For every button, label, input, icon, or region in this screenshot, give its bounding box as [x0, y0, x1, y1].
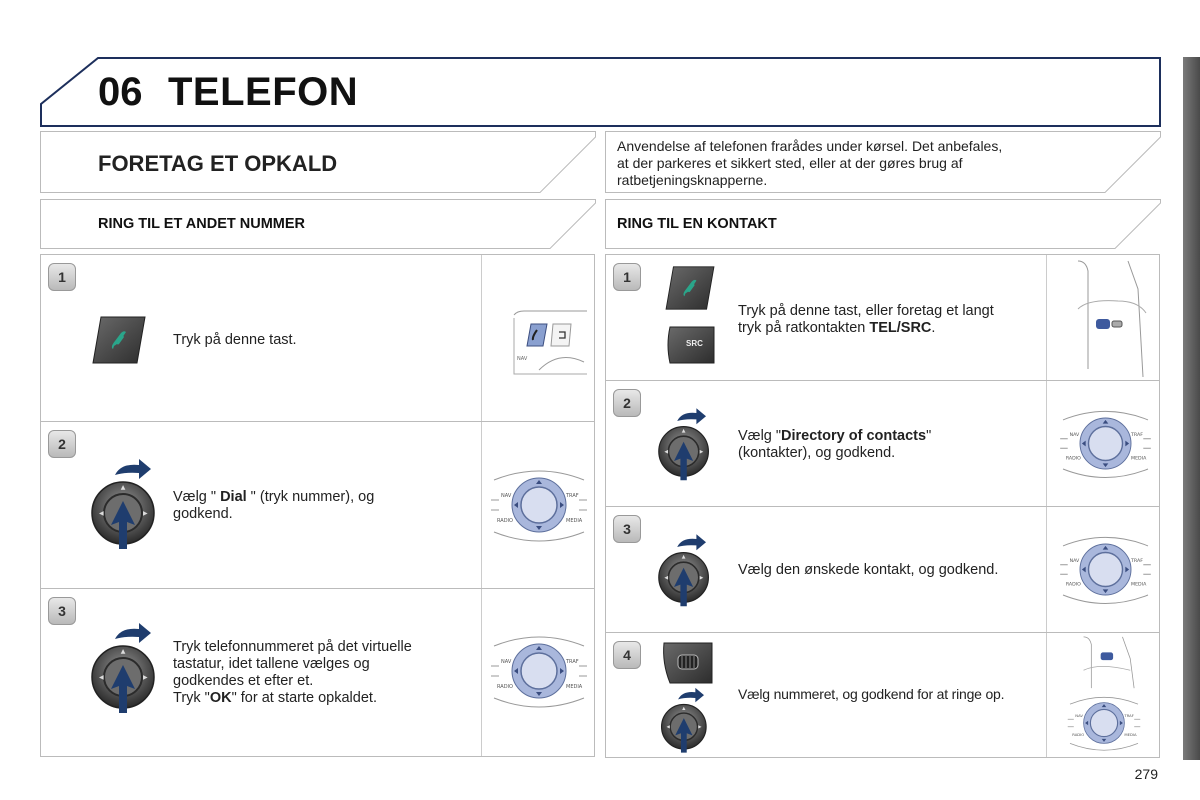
- step-badge: 3: [48, 597, 76, 625]
- right-step-4: [605, 632, 1160, 758]
- control-dial-icon: [489, 460, 589, 550]
- step-badge: 1: [48, 263, 76, 291]
- left-step-2: [40, 421, 595, 589]
- step-badge: 1: [613, 263, 641, 291]
- step-description: Vælg " Dial " (tryk nummer), og godkend.: [173, 489, 375, 522]
- steering-wheel-control-icon: [1058, 259, 1148, 379]
- right-step-3: [605, 506, 1160, 633]
- phone-key-icon: [91, 315, 147, 365]
- step-description: Vælg den ønskede kontakt, og godkend.: [738, 562, 999, 578]
- src-label: SRC: [686, 339, 703, 348]
- step-description: Vælg nummeret, og godkend for at ringe op.: [738, 686, 1005, 702]
- right-step-1: [605, 254, 1160, 381]
- tel-src-button-icon: [664, 325, 716, 365]
- intro-text: Anvendelse af telefonen frarådes under kørsel. Det anbefales, at der parkeres et sikkert sted, eller at der gøres brug af ratbetjeningsknapperne.: [617, 138, 1003, 188]
- dashboard-phone-button-icon: [509, 310, 589, 380]
- steering-scroll-wheel-icon: [660, 641, 716, 685]
- control-dial-icon: [489, 626, 589, 716]
- right-step-2: [605, 380, 1160, 507]
- right-heading: RING TIL EN KONTAKT: [617, 216, 777, 232]
- chapter-title: TELEFON: [168, 70, 359, 114]
- step-badge: 3: [613, 515, 641, 543]
- step-description: Tryk telefonnummeret på det virtuelle tastatur, idet tallene vælges og godkendes et efter et. Tryk "OK" for at starte opkaldet.: [173, 639, 412, 706]
- control-dial-icon: [1058, 401, 1153, 486]
- step-badge: 4: [613, 641, 641, 669]
- section-title: FORETAG ET OPKALD: [98, 151, 338, 176]
- left-step-3: [40, 588, 595, 757]
- rotary-knob-icon: [91, 455, 161, 555]
- intro-box: [605, 131, 1161, 193]
- rotary-knob-icon: [91, 619, 161, 719]
- phone-key-icon: [664, 265, 716, 311]
- step-description: Tryk på denne tast.: [173, 332, 297, 348]
- step-description: Vælg "Directory of contacts" (kontakter), og godkend.: [738, 428, 932, 461]
- right-subheader: [605, 199, 1161, 249]
- control-dial-icon: [1058, 527, 1153, 612]
- left-heading: RING TIL ET ANDET NUMMER: [98, 216, 306, 232]
- step-description: Tryk på denne tast, eller foretag et langt tryk på ratkontakten TEL/SRC.: [738, 303, 994, 336]
- step-badge: 2: [613, 389, 641, 417]
- chapter-edge-tab: [1183, 57, 1200, 760]
- rotary-knob-icon: [660, 685, 712, 757]
- left-step-1: [40, 254, 595, 422]
- control-dial-icon: [1064, 689, 1144, 757]
- steering-wheel-control-icon: [1068, 635, 1138, 690]
- page-number: 279: [1134, 766, 1158, 782]
- section-header: [40, 131, 596, 193]
- step-badge: 2: [48, 430, 76, 458]
- chapter-number: 06: [98, 70, 143, 114]
- rotary-knob-icon: [658, 405, 714, 485]
- rotary-knob-icon: [658, 531, 714, 611]
- left-subheader: [40, 199, 596, 249]
